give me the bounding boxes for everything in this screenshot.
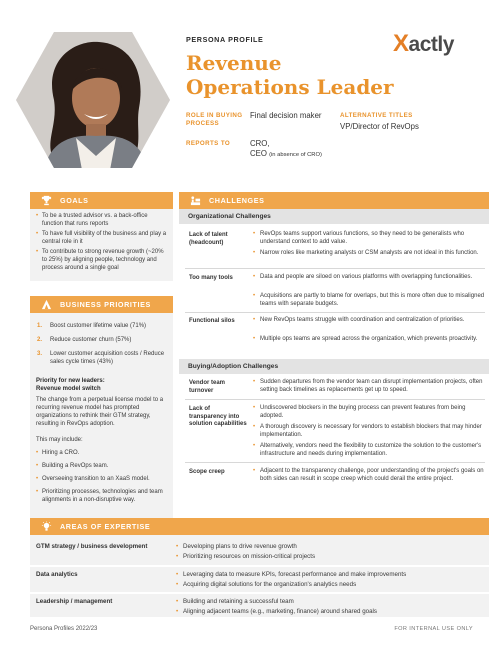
alt-titles-label: ALTERNATIVE TITLES bbox=[340, 112, 413, 119]
divider bbox=[185, 312, 485, 313]
challenge-bullet: • Narrow roles like marketing analysts or CSM analysts are not ideal in this function. bbox=[253, 250, 485, 258]
challenges-group-buying: Buying/Adoption Challenges bbox=[179, 359, 489, 374]
priority-item: 3. Lower customer acquisition costs / Reduce sales cycle times (43%) bbox=[37, 351, 165, 365]
persona-overline: PERSONA PROFILE bbox=[186, 35, 264, 44]
climber-icon bbox=[189, 195, 201, 207]
challenge-label: Lack of transparency into solution capabilities bbox=[189, 406, 247, 428]
goals-header: GOALS bbox=[30, 192, 173, 209]
expertise-bullet: • Developing plans to drive revenue growth bbox=[176, 543, 297, 551]
challenge-label: Vendor team turnover bbox=[189, 380, 226, 394]
tent-icon bbox=[40, 299, 52, 311]
expertise-label: Leadership / management bbox=[36, 598, 113, 605]
challenge-bullet: • Data and people are siloed on various platforms with overlapping functionalities. bbox=[253, 274, 485, 282]
page-title: Revenue Operations Leader bbox=[186, 51, 394, 99]
footer-right: FOR INTERNAL USE ONLY bbox=[394, 626, 473, 632]
challenge-bullet: • A thorough discovery is necessary for vendors to establish blockers that may hinder implementation. bbox=[253, 424, 485, 439]
priority-item: 1. Boost customer lifetime value (71%) bbox=[37, 323, 147, 329]
divider bbox=[185, 268, 485, 269]
role-label: ROLE IN BUYING PROCESS bbox=[186, 112, 243, 127]
challenges-group-organizational: Organizational Challenges bbox=[179, 209, 489, 224]
goal-item: • To contribute to strong revenue growth (~20% to 25%) by aligning people, technology and process around a single goal bbox=[36, 248, 168, 272]
xactly-logo: Xactly bbox=[393, 30, 454, 57]
expertise-bullet: • Aligning adjacent teams (e.g., marketing, finance) around shared goals bbox=[176, 608, 377, 616]
divider bbox=[185, 462, 485, 463]
divider bbox=[30, 565, 489, 567]
footer-left: Persona Profiles 2022/23 bbox=[30, 626, 98, 632]
reports-to-value: CRO, CEO (in absence of CRO) bbox=[250, 139, 322, 158]
reports-to-label: REPORTS TO bbox=[186, 140, 231, 147]
challenge-bullet: • Alternatively, vendors need the flexibility to customize the solution to the customer's infrastructure and needs during implementation. bbox=[253, 443, 485, 458]
challenge-bullet: • RevOps teams support various functions, so they need to be generalists who understand context to add value. bbox=[253, 231, 485, 246]
challenge-label: Lack of talent (headcount) bbox=[189, 232, 228, 246]
priority-item: 2. Reduce customer churn (57%) bbox=[37, 337, 132, 343]
list-item: • Prioritizing processes, technologies and team alignments in a non-disruptive way. bbox=[36, 488, 166, 504]
priority-note-lead: This may include: bbox=[36, 437, 83, 443]
priority-note-title: Priority for new leaders: Revenue model switch bbox=[36, 378, 105, 392]
expertise-bullet: • Building and retaining a successful team bbox=[176, 598, 294, 606]
challenges-header: CHALLENGES bbox=[179, 192, 489, 209]
goal-item: • To have full visibility of the business and play a central role in it bbox=[36, 230, 168, 246]
challenge-bullet: • Adjacent to the transparency challenge, poor understanding of the project's goals on both sides can result in scope creep which could derail the entire project. bbox=[253, 468, 485, 483]
list-item: • Overseeing transition to an XaaS model. bbox=[36, 475, 168, 483]
challenge-label: Scope creep bbox=[189, 469, 225, 475]
expertise-bullet: • Prioritizing resources on mission-critical projects bbox=[176, 553, 315, 561]
expertise-bullet: • Leveraging data to measure KPIs, forecast performance and make improvements bbox=[176, 571, 406, 579]
expertise-bullet: • Acquiring digital solutions for the organization's analytics needs bbox=[176, 581, 356, 589]
challenge-bullet: • New RevOps teams struggle with coordination and centralization of priorities. bbox=[253, 317, 485, 325]
expertise-label: Data analytics bbox=[36, 571, 78, 578]
list-item: • Hiring a CRO. bbox=[36, 449, 168, 457]
lightbulb-icon bbox=[40, 521, 52, 533]
divider bbox=[185, 399, 485, 400]
challenge-bullet: • Acquisitions are partly to blame for overlaps, but this is more often due to misaligned teams with separate budgets. bbox=[253, 293, 485, 308]
persona-photo bbox=[14, 30, 172, 170]
alt-titles-value: VP/Director of RevOps bbox=[340, 122, 419, 131]
challenge-bullet: • Undiscovered blockers in the buying process can prevent features from being adopted. bbox=[253, 405, 485, 420]
persona-photo-illustration bbox=[14, 30, 172, 170]
challenge-label: Too many tools bbox=[189, 275, 233, 281]
priority-note-body: The change from a perpetual license model to a recurring revenue model has prompted organizations to rethink their GTM strategy, resulting in RevOps adoption. bbox=[36, 397, 164, 427]
role-value: Final decision maker bbox=[250, 111, 322, 120]
list-item: • Building a RevOps team. bbox=[36, 462, 168, 470]
challenge-bullet: • Multiple ops teams are spread across the organization, which prevents proactivity. bbox=[253, 336, 485, 344]
priorities-header: BUSINESS PRIORITIES bbox=[30, 296, 173, 313]
divider bbox=[30, 592, 489, 594]
challenge-bullet: • Sudden departures from the vendor team can disrupt implementation projects, often setting back timelines as replacements get up to speed. bbox=[253, 379, 485, 394]
expertise-header: AREAS OF EXPERTISE bbox=[30, 518, 489, 535]
trophy-icon bbox=[40, 195, 52, 207]
goal-item: • To be a trusted advisor vs. a back-office function that runs reports bbox=[36, 212, 168, 228]
expertise-label: GTM strategy / business development bbox=[36, 543, 148, 550]
challenge-label: Functional silos bbox=[189, 318, 235, 324]
